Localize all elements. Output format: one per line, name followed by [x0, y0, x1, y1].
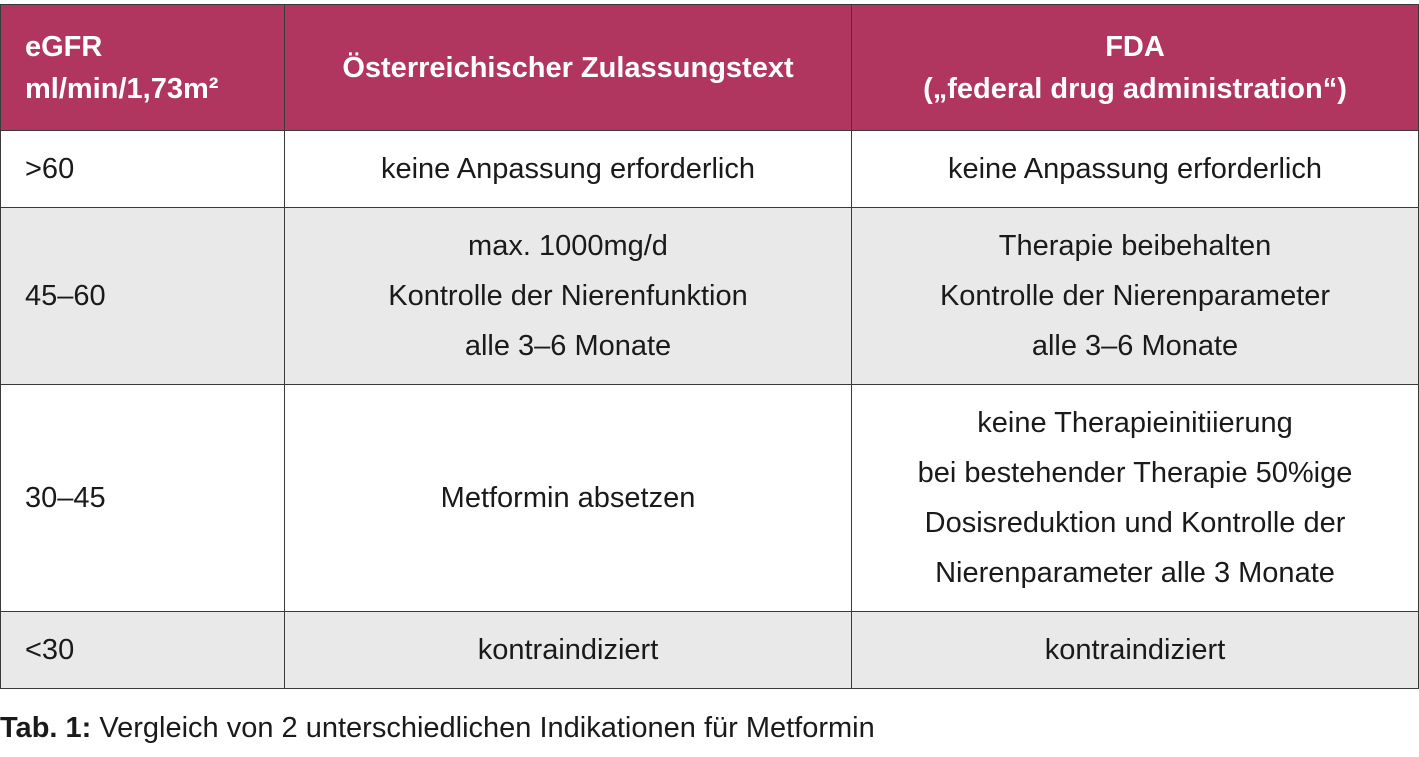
- table-row: [1, 131, 1419, 208]
- cell-line: max. 1000mg/d: [468, 230, 668, 262]
- caption-text: Vergleich von 2 unterschiedlichen Indikationen für Metformin: [91, 712, 875, 744]
- header-austria: [285, 5, 852, 131]
- cell-austria: [285, 612, 852, 689]
- cell-line: keine Therapieinitiierung: [977, 407, 1293, 439]
- cell-austria: [285, 208, 852, 385]
- table-caption: [0, 708, 875, 748]
- cell-line: Metformin absetzen: [440, 482, 696, 514]
- cell-line: Dosisreduktion und Kontrolle der: [924, 507, 1346, 539]
- cell-egfr: >60: [1, 131, 285, 208]
- header-egfr: [1, 5, 285, 131]
- header-fda: [852, 5, 1419, 131]
- cell-fda: [852, 385, 1419, 612]
- cell-egfr: <30: [1, 612, 285, 689]
- table-row: [1, 612, 1419, 689]
- table-row: [1, 208, 1419, 385]
- cell-line: bei bestehender Therapie 50%ige: [917, 457, 1353, 489]
- cell-egfr: 45–60: [1, 208, 285, 385]
- header-fda-line: FDA: [1105, 30, 1165, 63]
- cell-line: Nierenparameter alle 3 Monate: [935, 557, 1335, 589]
- cell-austria: [285, 385, 852, 612]
- header-fda-subline: („federal drug administration“): [923, 72, 1347, 105]
- cell-line: alle 3–6 Monate: [464, 330, 672, 362]
- header-row: [1, 5, 1419, 131]
- cell-austria: [285, 131, 852, 208]
- header-egfr-line: eGFR: [25, 30, 103, 63]
- cell-fda: [852, 131, 1419, 208]
- header-austria-line: Österreichischer Zulassungstext: [342, 51, 794, 84]
- cell-line: Kontrolle der Nierenfunktion: [388, 280, 748, 312]
- cell-line: kontraindiziert: [477, 634, 659, 666]
- cell-line: kontraindiziert: [1044, 634, 1226, 666]
- cell-line: alle 3–6 Monate: [1031, 330, 1239, 362]
- cell-line: keine Anpassung erforderlich: [380, 153, 755, 185]
- table-row: [1, 385, 1419, 612]
- header-egfr-unit: ml/min/1,73m²: [25, 72, 219, 105]
- caption-label: Tab. 1:: [0, 712, 92, 744]
- cell-line: keine Anpassung erforderlich: [947, 153, 1322, 185]
- cell-fda: [852, 612, 1419, 689]
- cell-line: Therapie beibehalten: [998, 230, 1272, 262]
- cell-fda: [852, 208, 1419, 385]
- cell-line: Kontrolle der Nierenparameter: [939, 280, 1331, 312]
- cell-egfr: 30–45: [1, 385, 285, 612]
- metformin-table-container: [0, 4, 1419, 689]
- metformin-indication-table: [0, 4, 1419, 689]
